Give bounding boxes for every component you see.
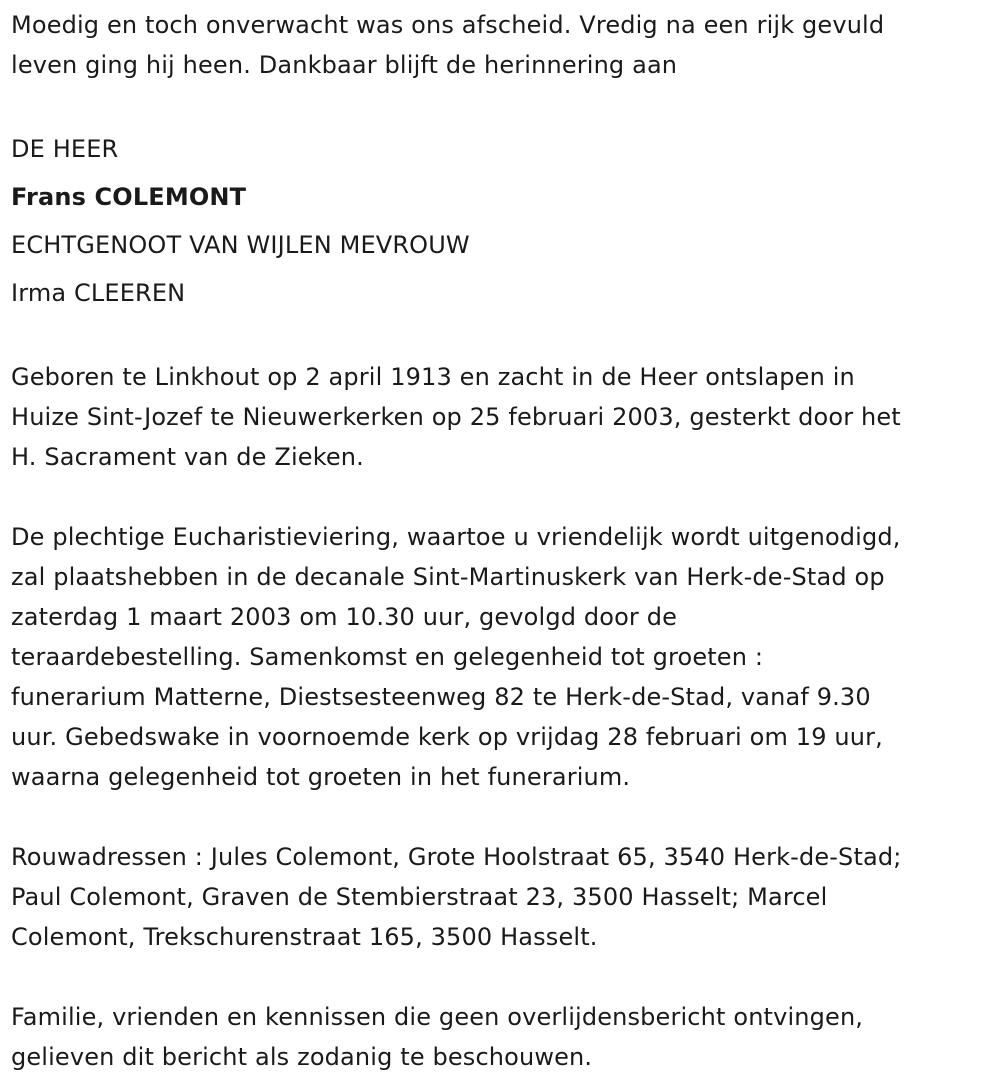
deceased-header bbox=[11, 125, 996, 317]
address-line: Rouwadressen : Jules Colemont, Grote Hoolstraat 65, 3540 Herk-de-Stad; bbox=[11, 843, 902, 871]
ceremony-line: funerarium Matterne, Diestsesteenweg 82 te Herk-de-Stad, vanaf 9.30 bbox=[11, 683, 871, 711]
paragraph-spacer bbox=[11, 477, 996, 517]
address-line: Colemont, Trekschurenstraat 165, 3500 Hasselt. bbox=[11, 923, 598, 951]
ceremony-line: De plechtige Eucharistieviering, waartoe u vriendelijk wordt uitgenodigd, bbox=[11, 523, 901, 551]
ceremony-line: waarna gelegenheid tot groeten in het funerarium. bbox=[11, 763, 631, 791]
closing-line: gelieven dit bericht als zodanig te beschouwen. bbox=[11, 1043, 593, 1071]
ceremony-line: zaterdag 1 maart 2003 om 10.30 uur, gevolgd door de bbox=[11, 603, 678, 631]
intro-paragraph bbox=[11, 5, 996, 85]
birth-death-paragraph bbox=[11, 357, 996, 477]
birth-death-line: H. Sacrament van de Zieken. bbox=[11, 443, 364, 471]
birth-death-line: Huize Sint-Jozef te Nieuwerkerken op 25 februari 2003, gesterkt door het bbox=[11, 403, 901, 431]
intro-line: Moedig en toch onverwacht was ons afscheid. Vredig na een rijk gevuld bbox=[11, 11, 885, 39]
paragraph-spacer bbox=[11, 797, 996, 837]
address-line: Paul Colemont, Graven de Stembierstraat 23, 3500 Hasselt; Marcel bbox=[11, 883, 828, 911]
paragraph-spacer bbox=[11, 957, 996, 997]
deceased-name: Frans COLEMONT bbox=[11, 183, 247, 211]
ceremony-line: zal plaatshebben in de decanale Sint-Martinuskerk van Herk-de-Stad op bbox=[11, 563, 885, 591]
paragraph-spacer bbox=[11, 317, 996, 357]
intro-line: leven ging hij heen. Dankbaar blijft de herinnering aan bbox=[11, 51, 678, 79]
honorific: DE HEER bbox=[11, 135, 119, 163]
birth-death-line: Geboren te Linkhout op 2 april 1913 en zacht in de Heer ontslapen in bbox=[11, 363, 855, 391]
closing-line: Familie, vrienden en kennissen die geen overlijdensbericht ontvingen, bbox=[11, 1003, 864, 1031]
ceremony-line: teraardebestelling. Samenkomst en gelegenheid tot groeten : bbox=[11, 643, 764, 671]
ceremony-paragraph bbox=[11, 517, 996, 797]
relation-line: ECHTGENOOT VAN WIJLEN MEVROUW bbox=[11, 231, 470, 259]
closing-paragraph bbox=[11, 997, 996, 1077]
addresses-paragraph bbox=[11, 837, 996, 957]
paragraph-spacer bbox=[11, 85, 996, 125]
spouse-name: Irma CLEEREN bbox=[11, 279, 186, 307]
ceremony-line: uur. Gebedswake in voornoemde kerk op vrijdag 28 februari om 19 uur, bbox=[11, 723, 883, 751]
obituary-notice bbox=[11, 5, 996, 1077]
